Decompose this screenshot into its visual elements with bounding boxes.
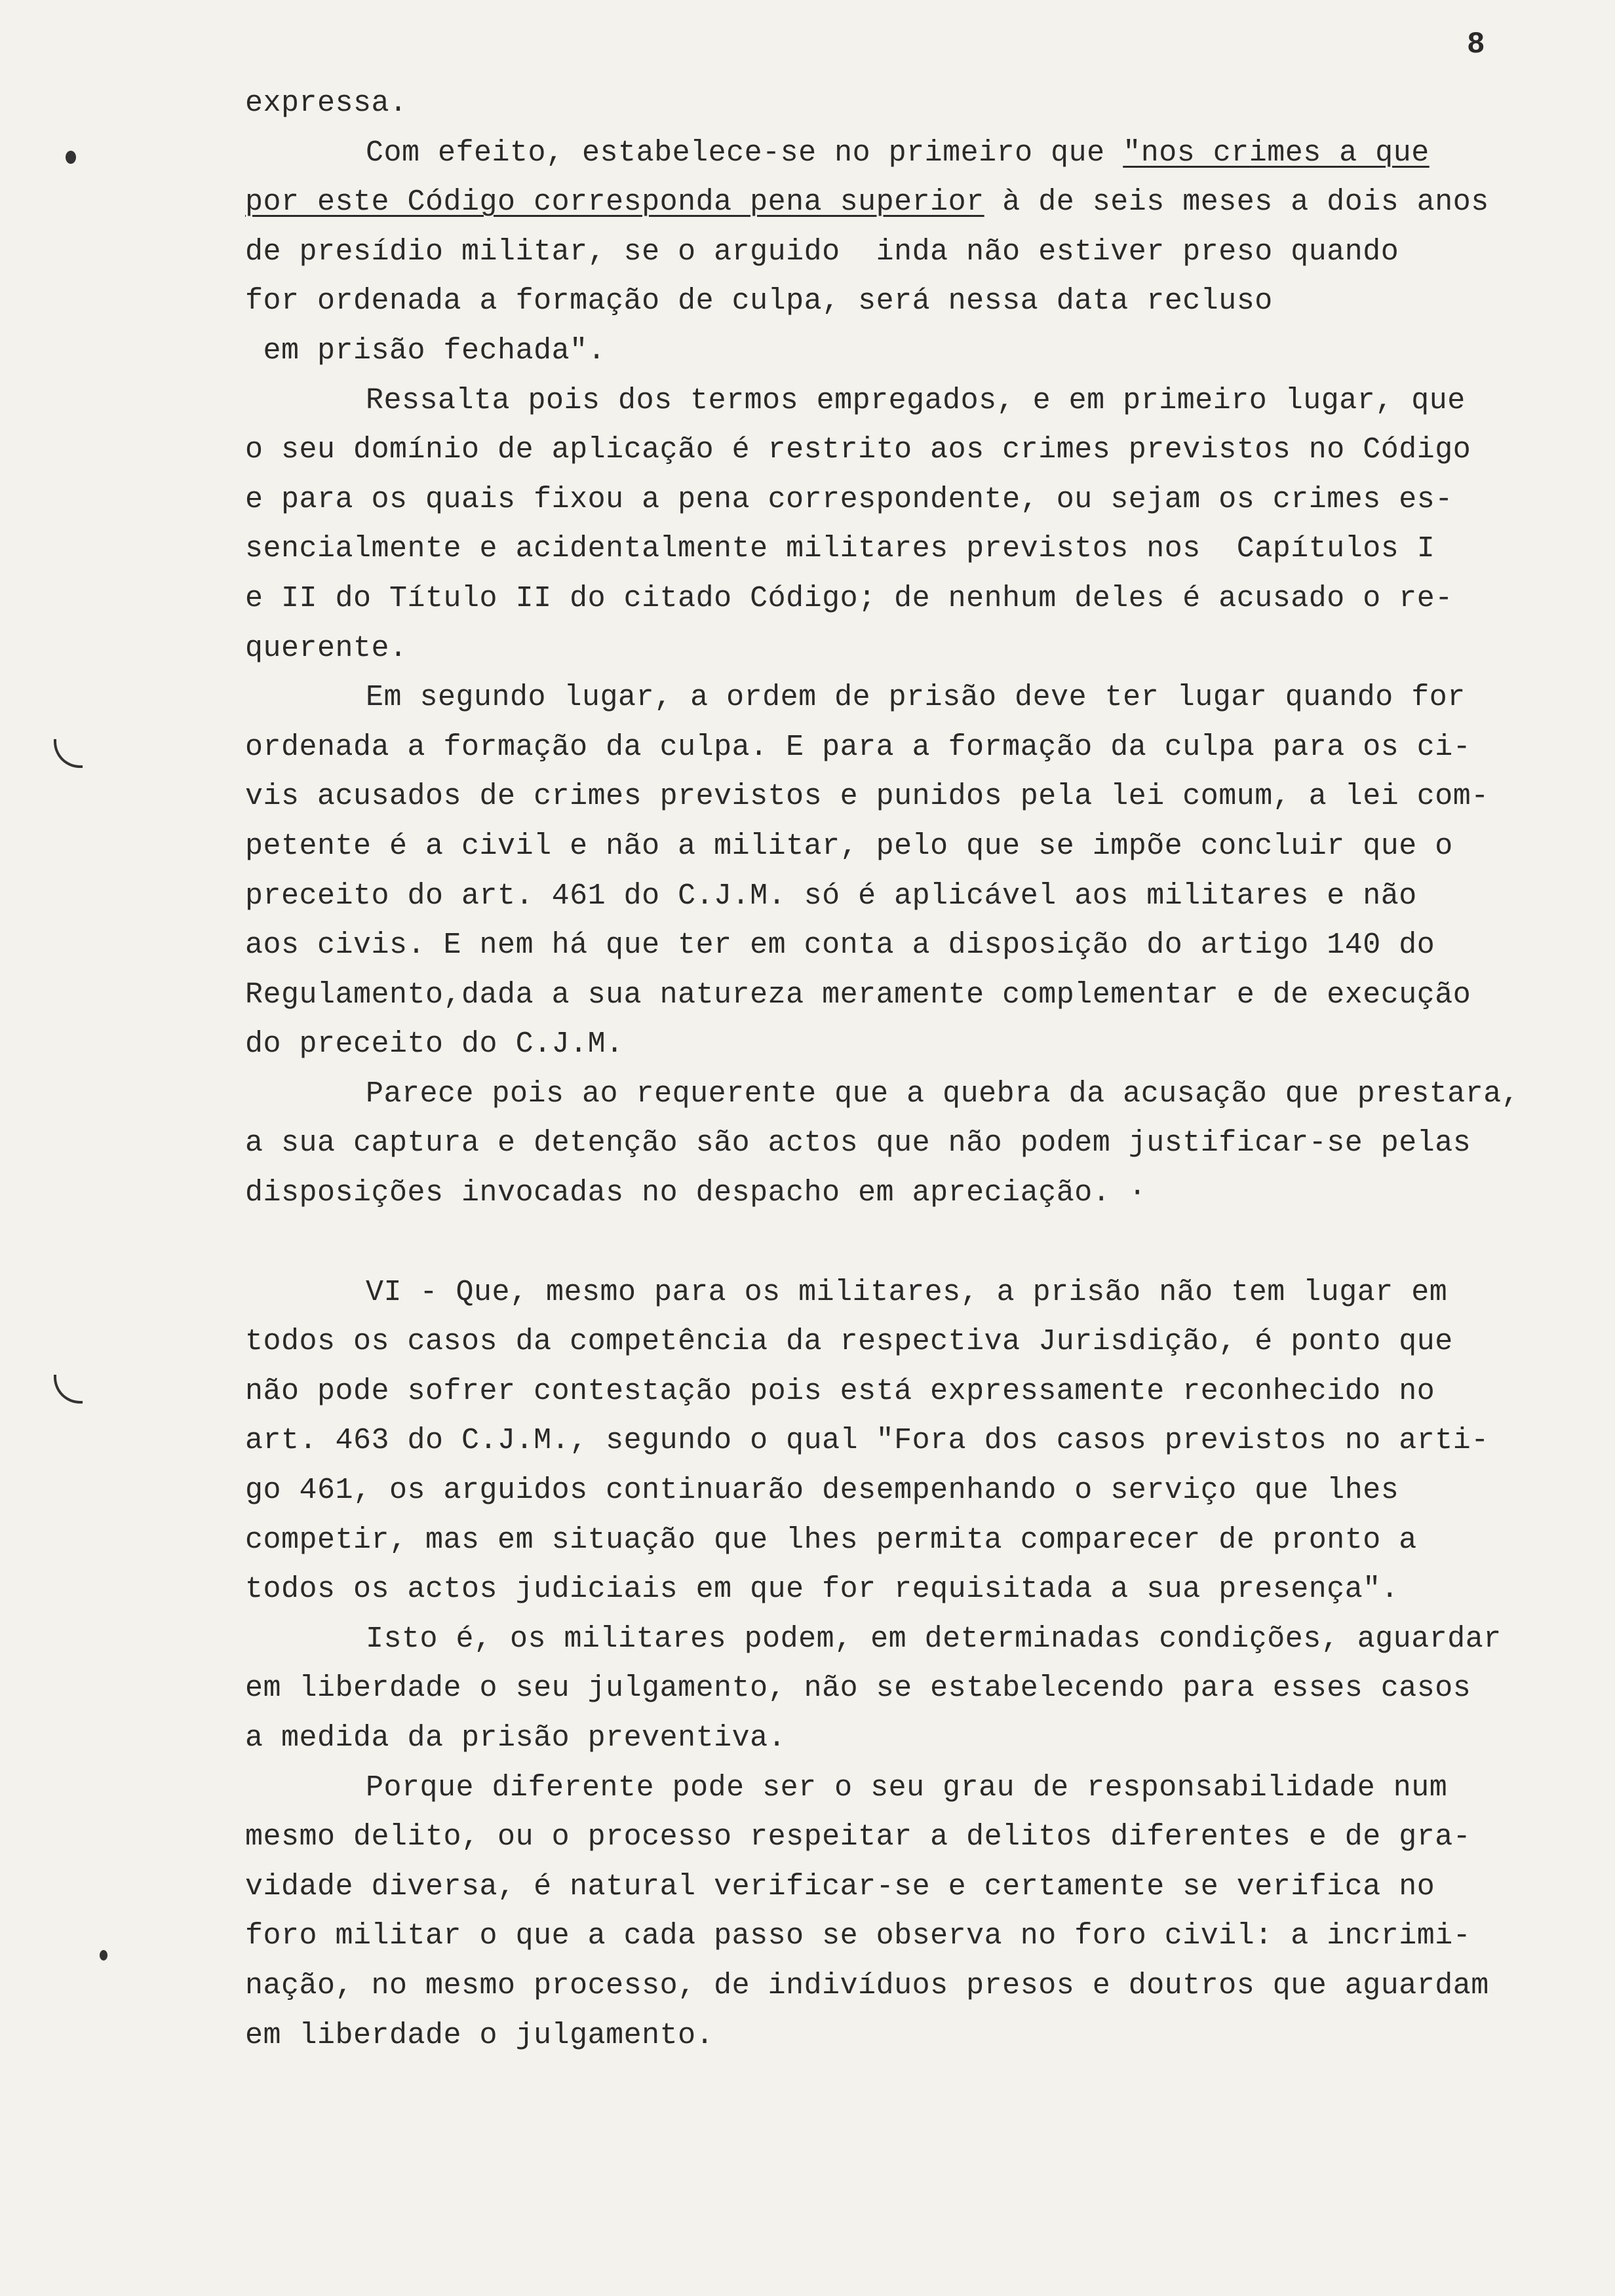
text-line [245,970,1615,1020]
text-line [245,1268,1615,1318]
text-line [245,1516,1615,1565]
text-line [245,772,1615,822]
text-line [245,1020,1615,1069]
text-line [245,871,1615,921]
text-segment: e para os quais fixou a pena correspondente, ou sejam os crimes es- [245,482,1453,516]
paragraph-gap [245,1218,1615,1268]
text-segment: a medida da prisão preventiva. [245,1721,787,1755]
text-line [245,1416,1615,1466]
text-line [245,425,1615,475]
ink-speck [100,1950,107,1961]
text-segment: aos civis. E nem há que ter em conta a disposição do artigo 140 do [245,928,1435,963]
text-line [245,1119,1615,1168]
text-line [245,921,1615,970]
text-line [245,1466,1615,1516]
text-line [245,1763,1615,1813]
text-segment: em liberdade o julgamento. [245,2018,714,2052]
text-segment: do preceito do C.J.M. [245,1027,624,1062]
text-segment: e II do Título II do citado Código; de nenhum deles é acusado o re- [245,581,1453,615]
text-line [245,1565,1615,1615]
text-line [245,673,1615,723]
text-line [245,1911,1615,1961]
text-line [245,178,1615,227]
text-segment: art. 463 do C.J.M., segundo o qual "Fora dos casos previstos no arti- [245,1424,1489,1458]
text-line [245,1069,1615,1119]
text-segment: competir, mas em situação que lhes permita comparecer de pronto a [245,1523,1417,1557]
text-segment: sencialmente e acidentalmente militares previstos nos Capítulos I [245,532,1435,566]
text-segment: em prisão fechada". [245,334,606,368]
text-line [245,1862,1615,1912]
text-segment: Porque diferente pode ser o seu grau de responsabilidade num [366,1770,1448,1805]
text-line [245,79,1615,128]
text-segment: o seu domínio de aplicação é restrito aos crimes previstos no Código [245,433,1471,467]
text-segment: todos os actos judiciais em que for requisitada a sua presença". [245,1573,1399,1607]
text-segment: todos os casos da competência da respectiva Jurisdição, é ponto que [245,1325,1453,1359]
text-line [245,1961,1615,2011]
text-segment: vis acusados de crimes previstos e punidos pela lei comum, a lei com- [245,780,1489,814]
document-body [245,79,1615,2060]
text-segment: go 461, os arguidos continuarão desempenhando o serviço que lhes [245,1474,1399,1508]
text-segment: Ressalta pois dos termos empregados, e em primeiro lugar, que [366,383,1466,417]
text-segment: em liberdade o seu julgamento, não se estabelecendo para esses casos [245,1672,1471,1706]
page-number: 8 [1467,28,1485,62]
text-line [245,277,1615,326]
text-segment: a sua captura e detenção são actos que não podem justificar-se pelas [245,1126,1471,1160]
text-line [245,1615,1615,1664]
punch-hole-mark [54,1375,83,1404]
underlined-text: por este Código corresponda pena superior [245,185,984,220]
text-line [245,1168,1615,1218]
text-line [245,227,1615,277]
text-segment: nação, no mesmo processo, de indivíduos presos e doutros que aguardam [245,1968,1489,2002]
text-segment: mesmo delito, ou o processo respeitar a delitos diferentes e de gra- [245,1820,1471,1854]
text-segment: Em segundo lugar, a ordem de prisão deve ter lugar quando for [366,681,1466,715]
text-line [245,723,1615,773]
text-segment: Parece pois ao requerente que a quebra da acusação que prestara, [366,1077,1520,1111]
punch-hole-mark [54,739,83,768]
text-segment: for ordenada a formação de culpa, será nessa data recluso [245,284,1273,318]
text-segment: VI - Que, mesmo para os militares, a prisão não tem lugar em [366,1275,1448,1309]
text-segment: ordenada a formação da culpa. E para a formação da culpa para os ci- [245,730,1471,764]
text-segment: foro militar o que a cada passo se observa no foro civil: a incrimi- [245,1919,1471,1953]
text-line [245,1812,1615,1862]
text-line [245,128,1615,178]
text-line [245,1713,1615,1763]
text-line [245,326,1615,376]
text-line [245,1367,1615,1417]
ink-speck [66,151,76,164]
text-segment: não pode sofrer contestação pois está expressamente reconhecido no [245,1374,1435,1408]
underlined-text: "nos crimes a que [1123,136,1430,170]
text-segment: expressa. [245,86,408,120]
text-segment: disposições invocadas no despacho em apreciação. · [245,1176,1147,1210]
text-line [245,524,1615,574]
text-line [245,376,1615,426]
text-segment: de presídio militar, se o arguido inda não estiver preso quando [245,235,1399,269]
text-segment: petente é a civil e não a militar, pelo que se impõe concluir que o [245,829,1453,863]
text-segment: Com efeito, estabelece-se no primeiro que [366,136,1123,170]
text-line [245,574,1615,624]
text-line [245,475,1615,525]
text-segment: Regulamento,dada a sua natureza meramente complementar e de execução [245,978,1471,1012]
text-line [245,1317,1615,1367]
text-segment: à de seis meses a dois anos [984,185,1489,220]
text-line [245,624,1615,674]
text-line [245,1664,1615,1713]
text-line [245,2011,1615,2061]
text-segment: querente. [245,631,408,665]
text-segment: preceito do art. 461 do C.J.M. só é aplicável aos militares e não [245,879,1417,913]
text-line [245,822,1615,871]
text-segment: Isto é, os militares podem, em determinadas condições, aguardar [366,1622,1502,1656]
text-segment: vidade diversa, é natural verificar-se e certamente se verifica no [245,1869,1435,1904]
